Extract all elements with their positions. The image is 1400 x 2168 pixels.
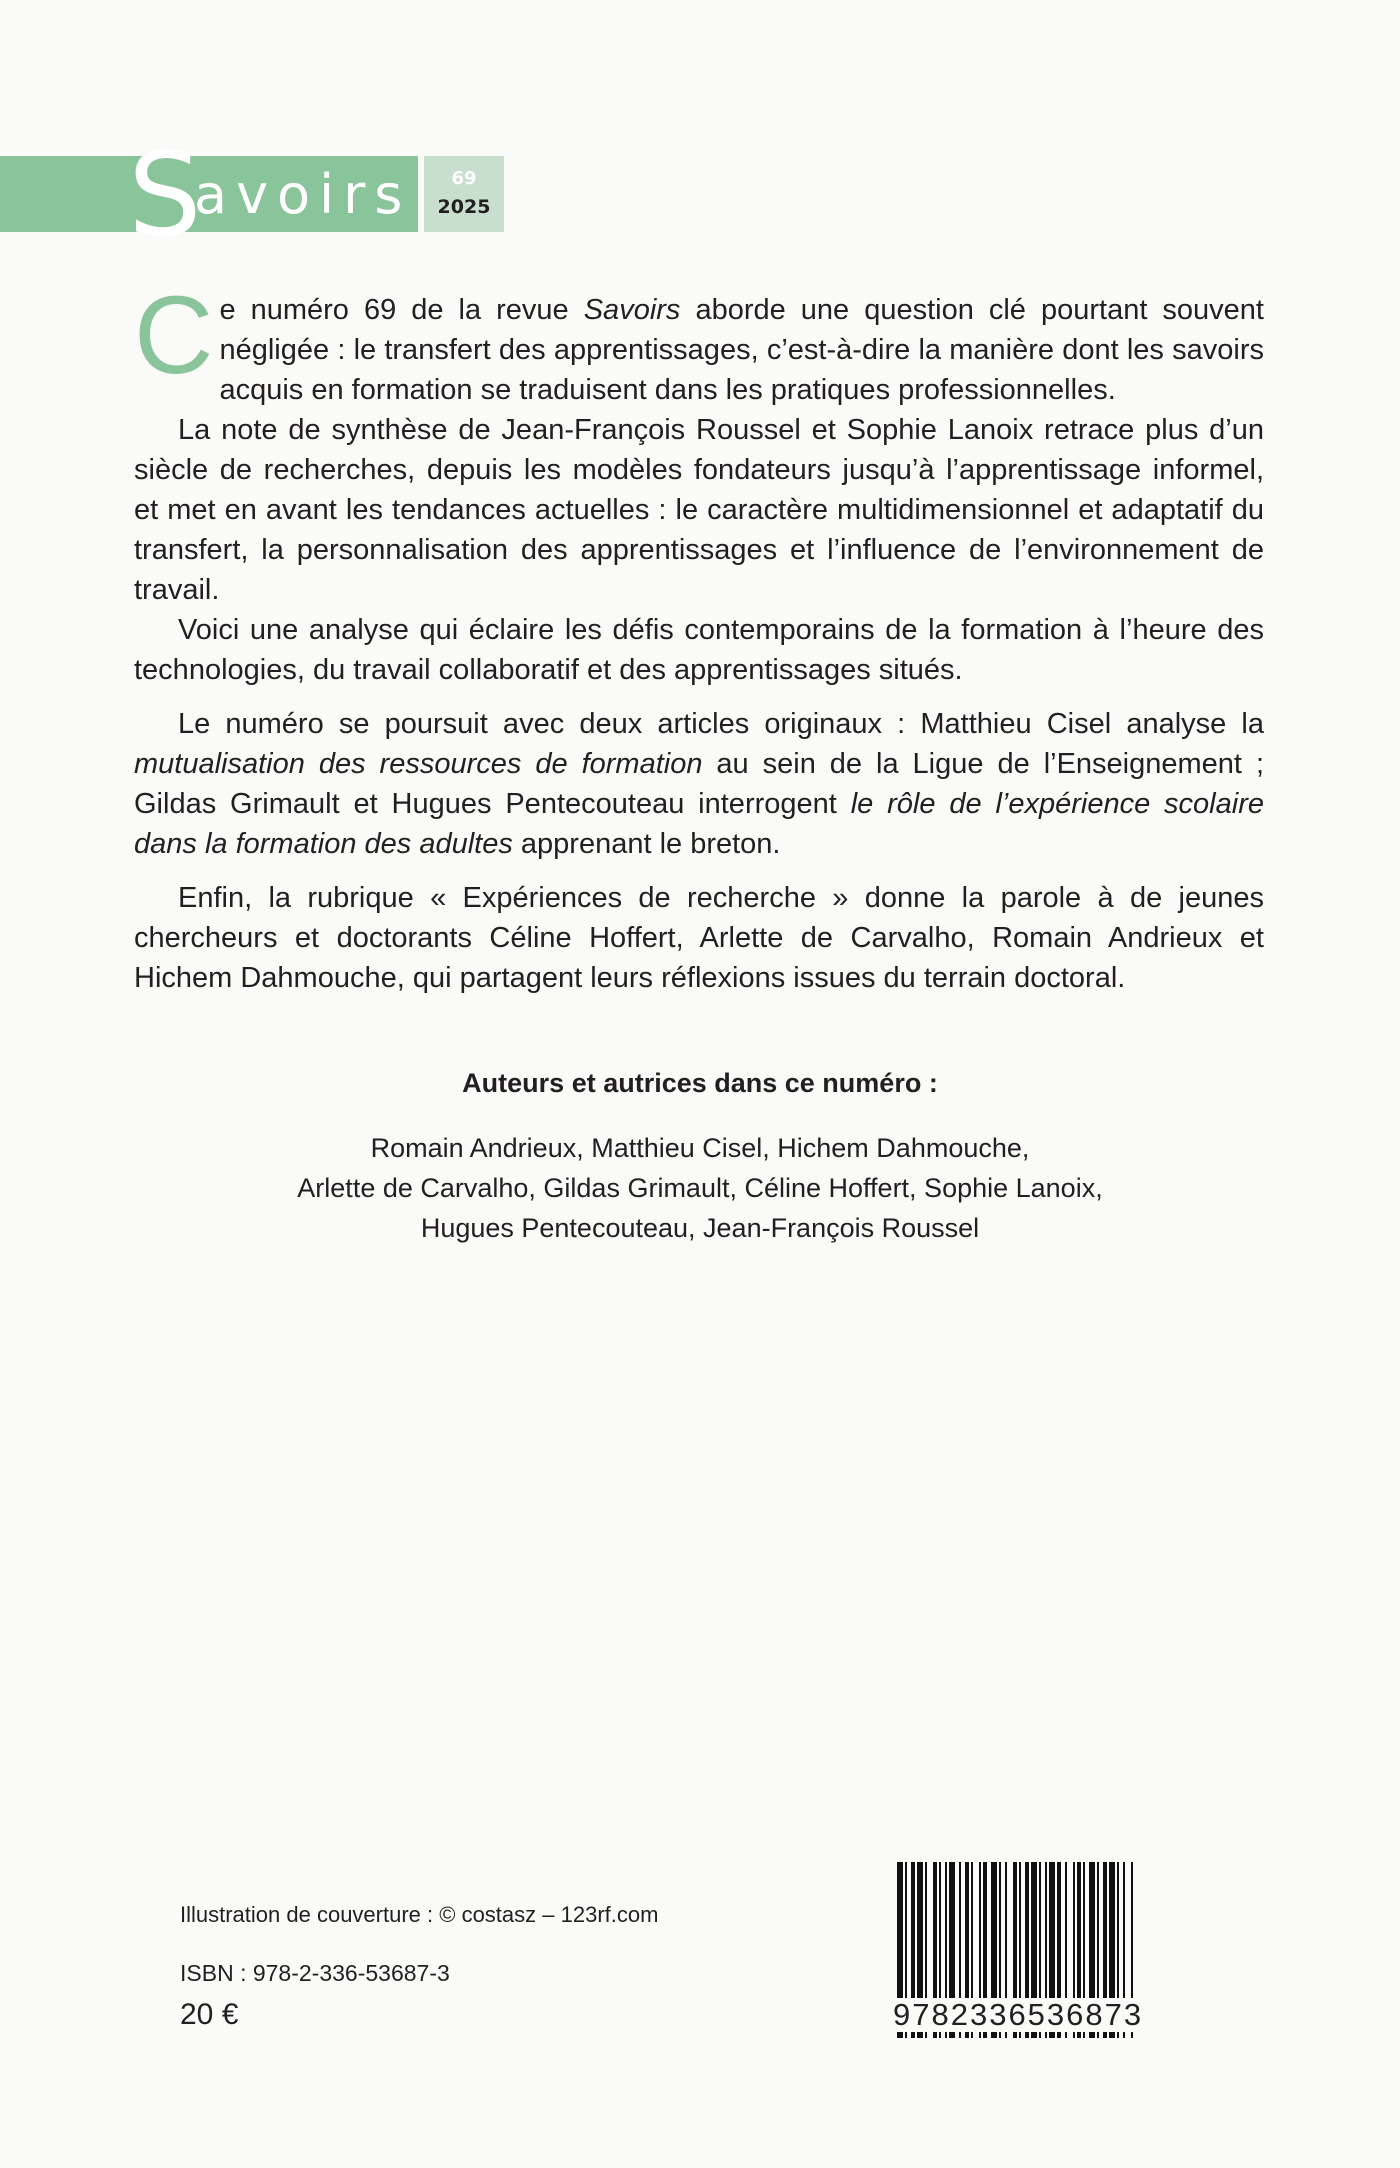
authors-line: Arlette de Carvalho, Gildas Grimault, Céline Hoffert, Sophie Lanoix,	[297, 1173, 1103, 1203]
issue-number: 69	[451, 168, 477, 189]
intro-paragraph: Ce numéro 69 de la revue Savoirs aborde une question clé pourtant souvent négligée : le transfert des apprentissages, c’est-à-dire la manière dont les savoirs acquis en formation se traduisent dans les pratiques professionnelles.	[134, 274, 1264, 406]
issue-badge	[424, 156, 504, 232]
analysis-paragraph: Voici une analyse qui éclaire les défis contemporains de la formation à l’heure des technologies, du travail collaboratif et des apprentissages situés.	[134, 614, 1264, 686]
synthesis-paragraph: La note de synthèse de Jean-François Roussel et Sophie Lanoix retrace plus d’un siècle de recherches, depuis les modèles fondateurs jusqu’à l’apprentissage informel, et met en avant les tendances actuelles : le caractère multidimensionnel et adaptatif du transfert, la personnalisation des apprentissages et l’influence de l’environnement de travail.	[134, 414, 1264, 606]
barcode-digits: 9782336536873	[893, 1998, 1213, 2032]
journal-logo-text: avoirs	[194, 163, 412, 226]
authors-line: Romain Andrieux, Matthieu Cisel, Hichem Dahmouche,	[370, 1133, 1030, 1163]
authors-line: Hugues Pentecouteau, Jean-François Roussel	[420, 1213, 980, 1243]
isbn-text: ISBN : 978-2-336-53687-3	[180, 1960, 450, 1986]
price: 20 €	[180, 1998, 239, 2031]
authors-list	[0, 1128, 1400, 1248]
back-cover-text	[134, 274, 1264, 998]
dropcap-letter: C	[134, 274, 214, 397]
issue-year: 2025	[437, 196, 491, 218]
rubrique-paragraph: Enfin, la rubrique « Expériences de recherche » donne la parole à de jeunes chercheurs et doctorants Céline Hoffert, Arlette de Carvalho, Romain Andrieux et Hichem Dahmouche, qui partagent leurs réflexions issues du terrain doctoral.	[134, 882, 1264, 994]
journal-logo-initial: S	[128, 128, 202, 263]
cover-credit: Illustration de couverture : © costasz – 123rf.com	[180, 1902, 659, 1927]
authors-heading: Auteurs et autrices dans ce numéro :	[462, 1068, 938, 1098]
articles-paragraph: Le numéro se poursuit avec deux articles originaux : Matthieu Cisel analyse la mutualisation des ressources de formation au sein de la Ligue de l’Enseignement ; Gildas Grimault et Hugues Pentecouteau interrogent le rôle de l’expérience scolaire dans la formation des adultes apprenant le breton.	[134, 708, 1264, 860]
